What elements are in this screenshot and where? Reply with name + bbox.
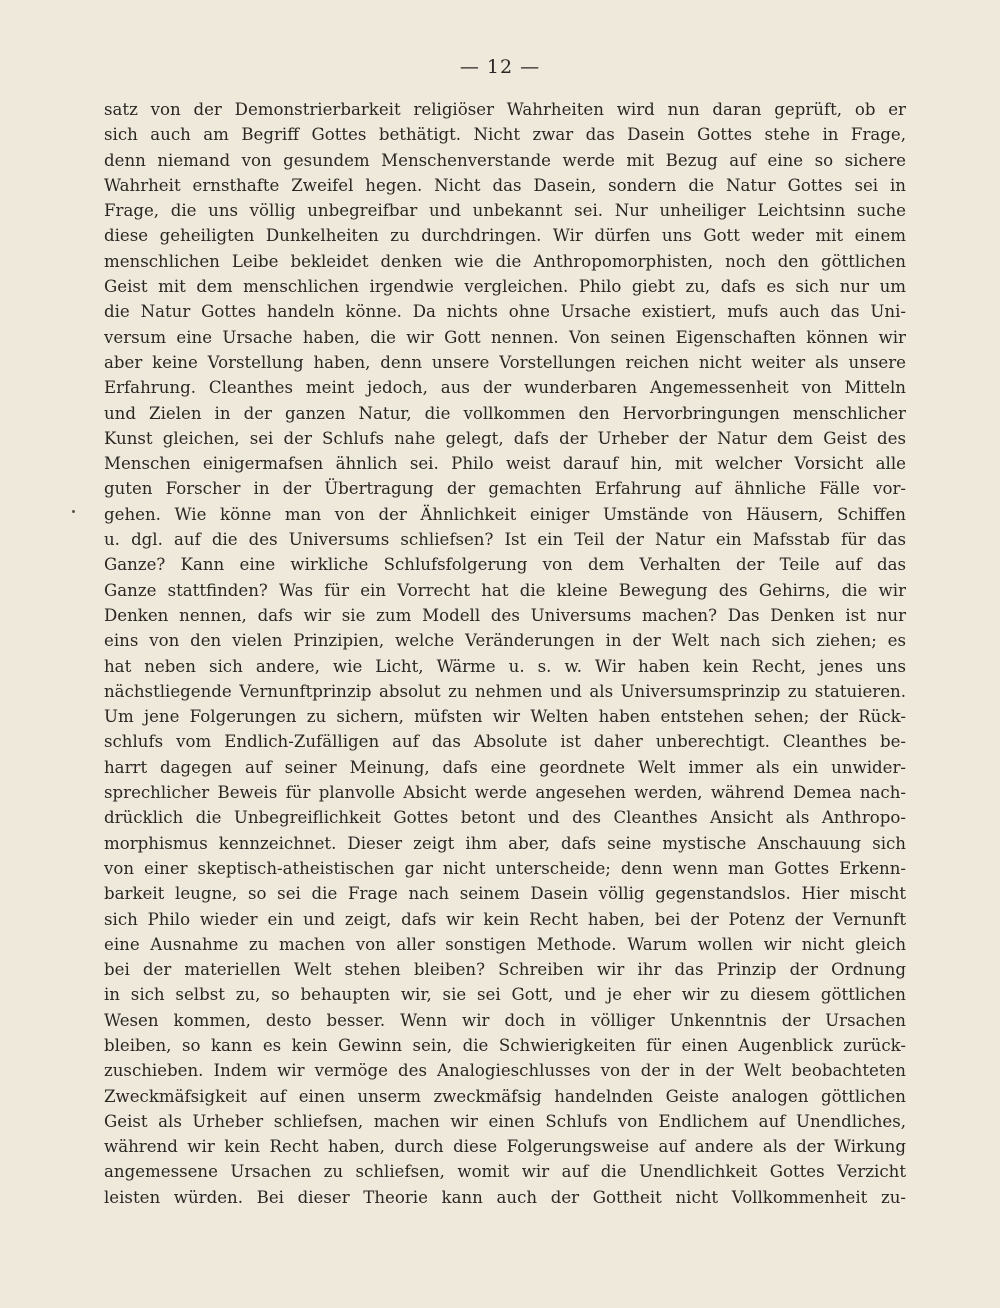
text-line: Kunst gleichen, sei der Schlufs nahe gelegt, dafs der Urheber der Natur dem Geist des	[104, 428, 906, 448]
text-line: hat neben sich andere, wie Licht, Wärme u. s. w. Wir haben kein Recht, jenes uns	[104, 656, 906, 676]
text-line: eine Ausnahme zu machen von aller sonstigen Methode. Warum wollen wir nicht gleich	[104, 934, 906, 954]
text-line: nächstliegende Vernunftprinzip absolut zu nehmen und als Universumsprinzip zu statuieren.	[104, 681, 906, 701]
text-line: in sich selbst zu, so behaupten wir, sie sei Gott, und je eher wir zu diesem göttlichen	[104, 985, 906, 1005]
text-line: menschlichen Leibe bekleidet denken wie die Anthropomorphisten, noch den göttlichen	[104, 251, 906, 271]
text-line: morphismus kennzeichnet. Dieser zeigt ihm aber, dafs seine mystische Anschauung sich	[104, 833, 906, 853]
text-line: von einer skeptisch-atheistischen gar nicht unterscheide; denn wenn man Gottes Erkenn-	[104, 858, 906, 878]
text-line: u. dgl. auf die des Universums schliefsen? Ist ein Teil der Natur ein Mafsstab für das	[104, 530, 906, 550]
text-line: Frage, die uns völlig unbegreifbar und unbekannt sei. Nur unheiliger Leichtsinn suche	[104, 201, 906, 221]
text-line: versum eine Ursache haben, die wir Gott nennen. Von seinen Eigenschaften können wir	[104, 327, 906, 347]
text-line: die Natur Gottes handeln könne. Da nichts ohne Ursache existiert, mufs auch das Uni-	[104, 302, 906, 322]
text-line: angemessene Ursachen zu schliefsen, womit wir auf die Unendlichkeit Gottes Verzicht	[104, 1162, 906, 1182]
text-line: und Zielen in der ganzen Natur, die vollkommen den Hervorbringungen menschlicher	[104, 403, 906, 423]
text-line: sich auch am Begriff Gottes bethätigt. Nicht zwar das Dasein Gottes stehe in Frage,	[104, 125, 906, 145]
text-line: Ganze stattfinden? Was für ein Vorrecht hat die kleine Bewegung des Gehirns, die wir	[104, 580, 906, 600]
body-text	[104, 97, 906, 1210]
text-line: Geist mit dem menschlichen irgendwie vergleichen. Philo giebt zu, dafs es sich nur um	[104, 277, 906, 297]
page-number: — 12 —	[459, 56, 541, 78]
text-line: Wesen kommen, desto besser. Wenn wir doch in völliger Unkenntnis der Ursachen	[104, 1010, 906, 1030]
text-line: drücklich die Unbegreiflichkeit Gottes betont und des Cleanthes Ansicht als Anthropo-	[104, 808, 906, 828]
text-line: denn niemand von gesundem Menschenverstande werde mit Bezug auf eine so sichere	[104, 150, 906, 170]
text-line: zuschieben. Indem wir vermöge des Analogieschlusses von der in der Welt beobachteten	[104, 1061, 906, 1081]
text-line: Denken nennen, dafs wir sie zum Modell des Universums machen? Das Denken ist nur	[104, 605, 906, 625]
text-line: Zweckmäfsigkeit auf einen unserm zweckmäfsig handelnden Geiste analogen göttlichen	[104, 1086, 906, 1106]
text-line: guten Forscher in der Übertragung der gemachten Erfahrung auf ähnliche Fälle vor-	[104, 479, 906, 499]
text-line: satz von der Demonstrierbarkeit religiöser Wahrheiten wird nun daran geprüft, ob er	[104, 100, 906, 119]
text-line: bleiben, so kann es kein Gewinn sein, die Schwierigkeiten für einen Augenblick zurück-	[104, 1035, 906, 1055]
text-line: harrt dagegen auf seiner Meinung, dafs eine geordnete Welt immer als ein unwider-	[104, 757, 906, 777]
text-line: sprechlicher Beweis für planvolle Absicht werde angesehen werden, während Demea nach-	[104, 783, 906, 803]
text-line: Um jene Folgerungen zu sichern, müfsten wir Welten haben entstehen sehen; der Rück-	[104, 707, 906, 727]
text-line: während wir kein Recht haben, durch diese Folgerungsweise auf andere als der Wirkung	[104, 1137, 906, 1157]
text-line: aber keine Vorstellung haben, denn unsere Vorstellungen reichen nicht weiter als unsere	[104, 352, 906, 372]
text-line: leisten würden. Bei dieser Theorie kann auch der Gottheit nicht Vollkommenheit zu-	[104, 1187, 906, 1207]
text-line: Erfahrung. Cleanthes meint jedoch, aus der wunderbaren Angemessenheit von Mitteln	[104, 378, 906, 398]
text-line: Menschen einigermafsen ähnlich sei. Philo weist darauf hin, mit welcher Vorsicht alle	[104, 454, 906, 474]
text-line: Ganze? Kann eine wirkliche Schlufsfolgerung von dem Verhalten der Teile auf das	[104, 555, 906, 575]
margin-speck	[72, 510, 75, 513]
text-line: diese geheiligten Dunkelheiten zu durchdringen. Wir dürfen uns Gott weder mit einem	[104, 226, 906, 246]
text-line: schlufs vom Endlich-Zufälligen auf das Absolute ist daher unberechtigt. Cleanthes be-	[104, 732, 906, 752]
text-line: sich Philo wieder ein und zeigt, dafs wir kein Recht haben, bei der Potenz der Vernunft	[104, 909, 906, 929]
text-line: gehen. Wie könne man von der Ähnlichkeit einiger Umstände von Häusern, Schiffen	[104, 504, 906, 524]
text-line: Geist als Urheber schliefsen, machen wir einen Schlufs von Endlichem auf Unendliches,	[104, 1111, 906, 1131]
text-line: Wahrheit ernsthafte Zweifel hegen. Nicht das Dasein, sondern die Natur Gottes sei in	[104, 175, 906, 195]
text-line: eins von den vielen Prinzipien, welche Veränderungen in der Welt nach sich ziehen; es	[104, 631, 906, 651]
text-line: barkeit leugne, so sei die Frage nach seinem Dasein völlig gegenstandslos. Hier mischt	[104, 884, 906, 904]
text-line: bei der materiellen Welt stehen bleiben? Schreiben wir ihr das Prinzip der Ordnung	[104, 960, 906, 980]
